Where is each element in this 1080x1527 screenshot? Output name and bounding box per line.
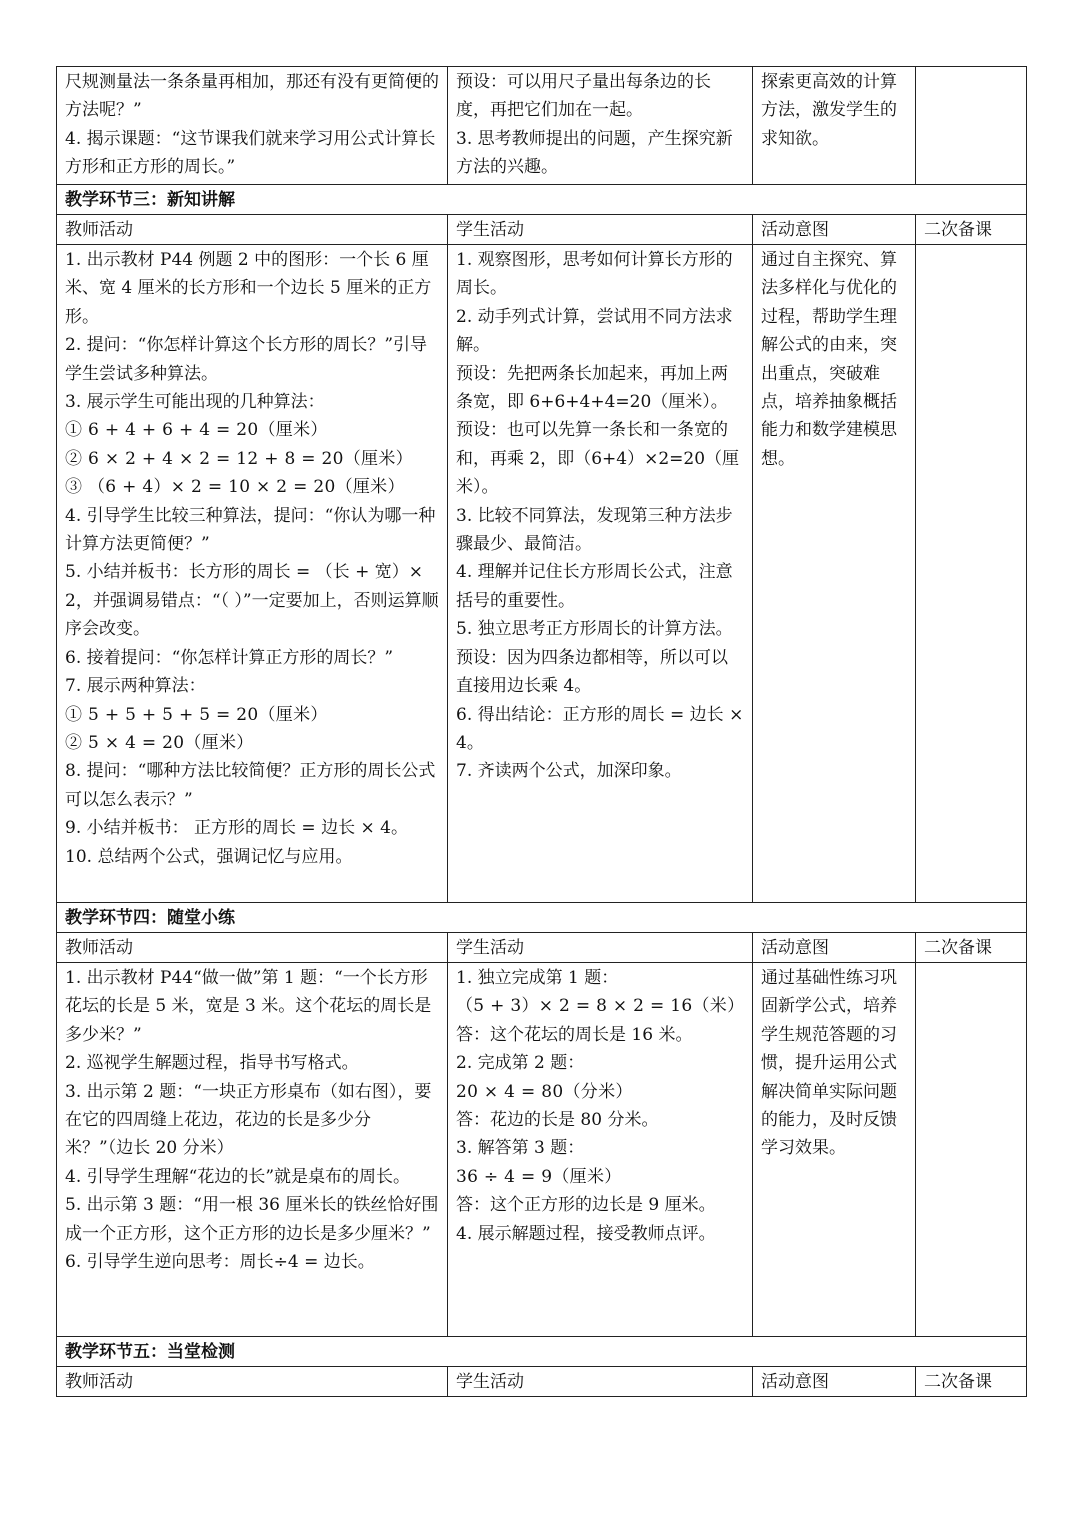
header-teacher: 教师活动 (57, 1367, 448, 1397)
lesson-plan-table (56, 66, 1027, 1397)
student-step: 3. 解答第 3 题： (456, 1138, 585, 1159)
section4-remark-cell (916, 963, 1027, 1337)
teacher-step: 10. 总结两个公式，强调记忆与应用。 (65, 846, 353, 867)
teacher-step: 1. 出示教材 P44 例题 2 中的图形：一个长 6 厘米、宽 4 厘米的长方形和一个边长 5 厘米的正方形。 (65, 250, 432, 327)
teacher-step: 3. 出示第 2 题：“一块正方形桌布（如右图），要在它的四周缝上花边，花边的长是多少分米？”（边长 20 分米） (65, 1081, 432, 1159)
student-answer: 答：花边的长是 80 分米。 (456, 1110, 659, 1131)
teacher-step: 5. 小结并板书：长方形的周长 = （长 + 宽）× 2，并强调易错点：“（ ）”一定要加上，否则运算顺序会改变。 (65, 562, 439, 640)
header-teacher: 教师活动 (57, 215, 448, 245)
formula-line: 20 × 4 = 80（分米） (456, 1081, 633, 1102)
section3-content-row (57, 245, 1027, 903)
header-remark: 二次备课 (916, 933, 1027, 963)
section3-title-row (57, 185, 1027, 215)
student-step: 7. 齐读两个公式，加深印象。 (456, 761, 682, 782)
formula-line: ② 5 × 4 = 20（厘米） (65, 732, 254, 753)
intro-teacher-cell (57, 67, 448, 185)
section5-header-row (57, 1367, 1027, 1397)
student-step: 2. 完成第 2 题： (456, 1053, 585, 1074)
header-intent: 活动意图 (753, 933, 916, 963)
student-step: 预设：先把两条长加起来，再加上两条宽，即 6+6+4+4=20（厘米）。 (456, 363, 728, 413)
section4-header-row (57, 933, 1027, 963)
header-intent: 活动意图 (753, 1367, 916, 1397)
formula-line: （5 + 3）× 2 = 8 × 2 = 16（米） (456, 996, 745, 1017)
teacher-step: 2. 提问：“你怎样计算这个长方形的周长？”引导学生尝试多种算法。 (65, 335, 428, 384)
teacher-step: 5. 出示第 3 题：“用一根 36 厘米长的铁丝恰好围成一个正方形，这个正方形的边长是多少厘米？” (65, 1195, 439, 1244)
header-student: 学生活动 (448, 1367, 753, 1397)
section-title: 教学环节五：当堂检测 (57, 1337, 1027, 1367)
section-title: 教学环节三：新知讲解 (57, 185, 1027, 215)
student-step: 6. 得出结论：正方形的周长 = 边长 × 4。 (456, 704, 744, 753)
intro-student-line: 预设：可以用尺子量出每条边的长度，再把它们加在一起。 (456, 72, 711, 121)
section3-student-cell (448, 245, 753, 903)
section3-intent-cell: 通过自主探究、算法多样化与优化的过程，帮助学生理解公式的由来，突出重点，突破难点，培养抽象概括能力和数学建模思想。 (753, 245, 916, 903)
teacher-step: 2. 巡视学生解题过程，指导书写格式。 (65, 1053, 359, 1074)
student-answer: 答：这个花坛的周长是 16 米。 (456, 1024, 693, 1045)
formula-line: ② 6 × 2 + 4 × 2 = 12 + 8 = 20（厘米） (65, 448, 413, 469)
teacher-step: 6. 接着提问：“你怎样计算正方形的周长？” (65, 647, 394, 668)
section3-remark-cell (916, 245, 1027, 903)
section4-content-row (57, 963, 1027, 1337)
intro-intent-cell: 探索更高效的计算方法，激发学生的求知欲。 (753, 67, 916, 185)
student-answer: 答：这个正方形的边长是 9 厘米。 (456, 1195, 716, 1216)
student-step: 2. 动手列式计算，尝试用不同方法求解。 (456, 306, 733, 356)
teacher-step: 7. 展示两种算法： (65, 676, 206, 697)
intro-student-line: 3. 思考教师提出的问题，产生探究新方法的兴趣。 (456, 128, 733, 178)
header-teacher: 教师活动 (57, 933, 448, 963)
intro-remark-cell (916, 67, 1027, 185)
section4-title-row (57, 903, 1027, 933)
intro-teacher-line: 4. 揭示课题：“这节课我们就来学习用公式计算长方形和正方形的周长。” (65, 128, 436, 178)
student-step: 4. 展示解题过程，接受教师点评。 (456, 1223, 716, 1244)
section3-teacher-cell (57, 245, 448, 903)
intro-row (57, 67, 1027, 185)
formula-line: ③ （6 + 4）× 2 = 10 × 2 = 20（厘米） (65, 477, 405, 498)
formula-line: ① 6 + 4 + 6 + 4 = 20（厘米） (65, 420, 328, 441)
student-step: 预设：也可以先算一条长和一条宽的和，再乘 2，即（6+4）×2=20（厘米）。 (456, 420, 740, 498)
teacher-step: 4. 引导学生比较三种算法，提问：“你认为哪一种计算方法更简便？” (65, 505, 436, 555)
teacher-step: 3. 展示学生可能出现的几种算法： (65, 392, 325, 413)
header-intent: 活动意图 (753, 215, 916, 245)
student-step: 1. 观察图形，思考如何计算长方形的周长。 (456, 250, 733, 299)
section4-teacher-cell (57, 963, 448, 1337)
student-step: 预设：因为四条边都相等，所以可以直接用边长乘 4。 (456, 647, 728, 697)
section4-student-cell (448, 963, 753, 1337)
formula-line: ① 5 + 5 + 5 + 5 = 20（厘米） (65, 704, 328, 725)
section3-header-row (57, 215, 1027, 245)
section-title: 教学环节四：随堂小练 (57, 903, 1027, 933)
header-student: 学生活动 (448, 215, 753, 245)
teacher-step: 1. 出示教材 P44“做一做”第 1 题：“一个长方形花坛的长是 5 米，宽是 3 米。这个花坛的周长是多少米？” (65, 968, 432, 1045)
student-step: 5. 独立思考正方形周长的计算方法。 (456, 619, 733, 640)
section4-intent-cell: 通过基础性练习巩固新学公式，培养学生规范答题的习惯，提升运用公式解决简单实际问题的能力，及时反馈学习效果。 (753, 963, 916, 1337)
header-remark: 二次备课 (916, 1367, 1027, 1397)
intro-teacher-line: 尺规测量法一条条量再相加，那还有没有更简便的方法呢？” (65, 72, 439, 121)
student-step: 1. 独立完成第 1 题： (456, 968, 619, 988)
teacher-step: 6. 引导学生逆向思考：周长÷4 = 边长。 (65, 1252, 375, 1273)
header-remark: 二次备课 (916, 215, 1027, 245)
teacher-step: 4. 引导学生理解“花边的长”就是桌布的周长。 (65, 1166, 411, 1187)
intro-student-cell (448, 67, 753, 185)
formula-line: 36 ÷ 4 = 9（厘米） (456, 1166, 622, 1187)
section5-title-row (57, 1337, 1027, 1367)
teacher-step: 9. 小结并板书： 正方形的周长 = 边长 × 4。 (65, 818, 408, 839)
teacher-step: 8. 提问：“哪种方法比较简便？正方形的周长公式可以怎么表示？” (65, 761, 436, 810)
student-step: 3. 比较不同算法，发现第三种方法步骤最少、最简洁。 (456, 505, 733, 555)
header-student: 学生活动 (448, 933, 753, 963)
student-step: 4. 理解并记住长方形周长公式，注意括号的重要性。 (456, 562, 733, 611)
